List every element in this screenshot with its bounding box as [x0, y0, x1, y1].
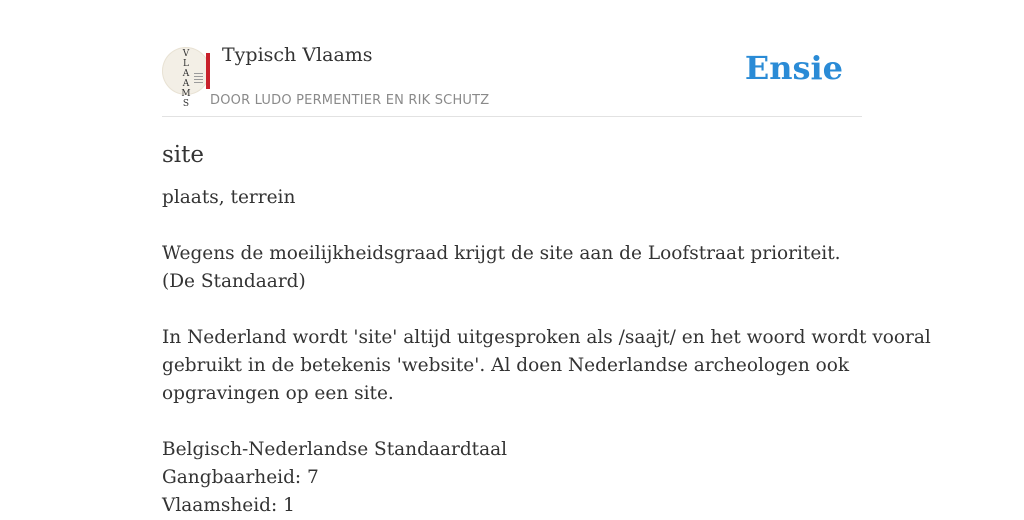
entry-content	[162, 138, 931, 520]
example-source: (De Standaard)	[162, 271, 306, 292]
usage-note-line: opgravingen op een site.	[162, 383, 394, 404]
site-title[interactable]: Typisch Vlaams	[222, 44, 373, 66]
definition: plaats, terrein	[162, 187, 296, 208]
category-label: Belgisch-Nederlandse Standaardtaal	[162, 439, 508, 460]
page-title: site	[162, 142, 205, 168]
usage-note-line: In Nederland wordt 'site' altijd uitgesproken als /saajt/ en het woord wordt vooral	[162, 327, 931, 348]
header	[162, 0, 862, 117]
logo-accent-stripe	[206, 53, 210, 89]
example-sentence: Wegens de moeilijkheidsgraad krijgt de site aan de Loofstraat prioriteit.	[162, 243, 841, 264]
brand-logo[interactable]: Ensie	[744, 49, 843, 87]
vlaamsheid-value: Vlaamsheid: 1	[162, 495, 295, 516]
logo-lettering: V L A A M S	[181, 49, 191, 109]
gangbaarheid-value: Gangbaarheid: 7	[162, 467, 319, 488]
usage-note-line: gebruikt in de betekenis 'website'. Al doen Nederlandse archeologen ook	[162, 355, 850, 376]
byline: DOOR LUDO PERMENTIER EN RIK SCHUTZ	[210, 93, 490, 108]
book-cover-avatar[interactable]	[162, 47, 210, 109]
page-card	[162, 0, 931, 516]
logo-decorative-lines	[194, 73, 203, 85]
